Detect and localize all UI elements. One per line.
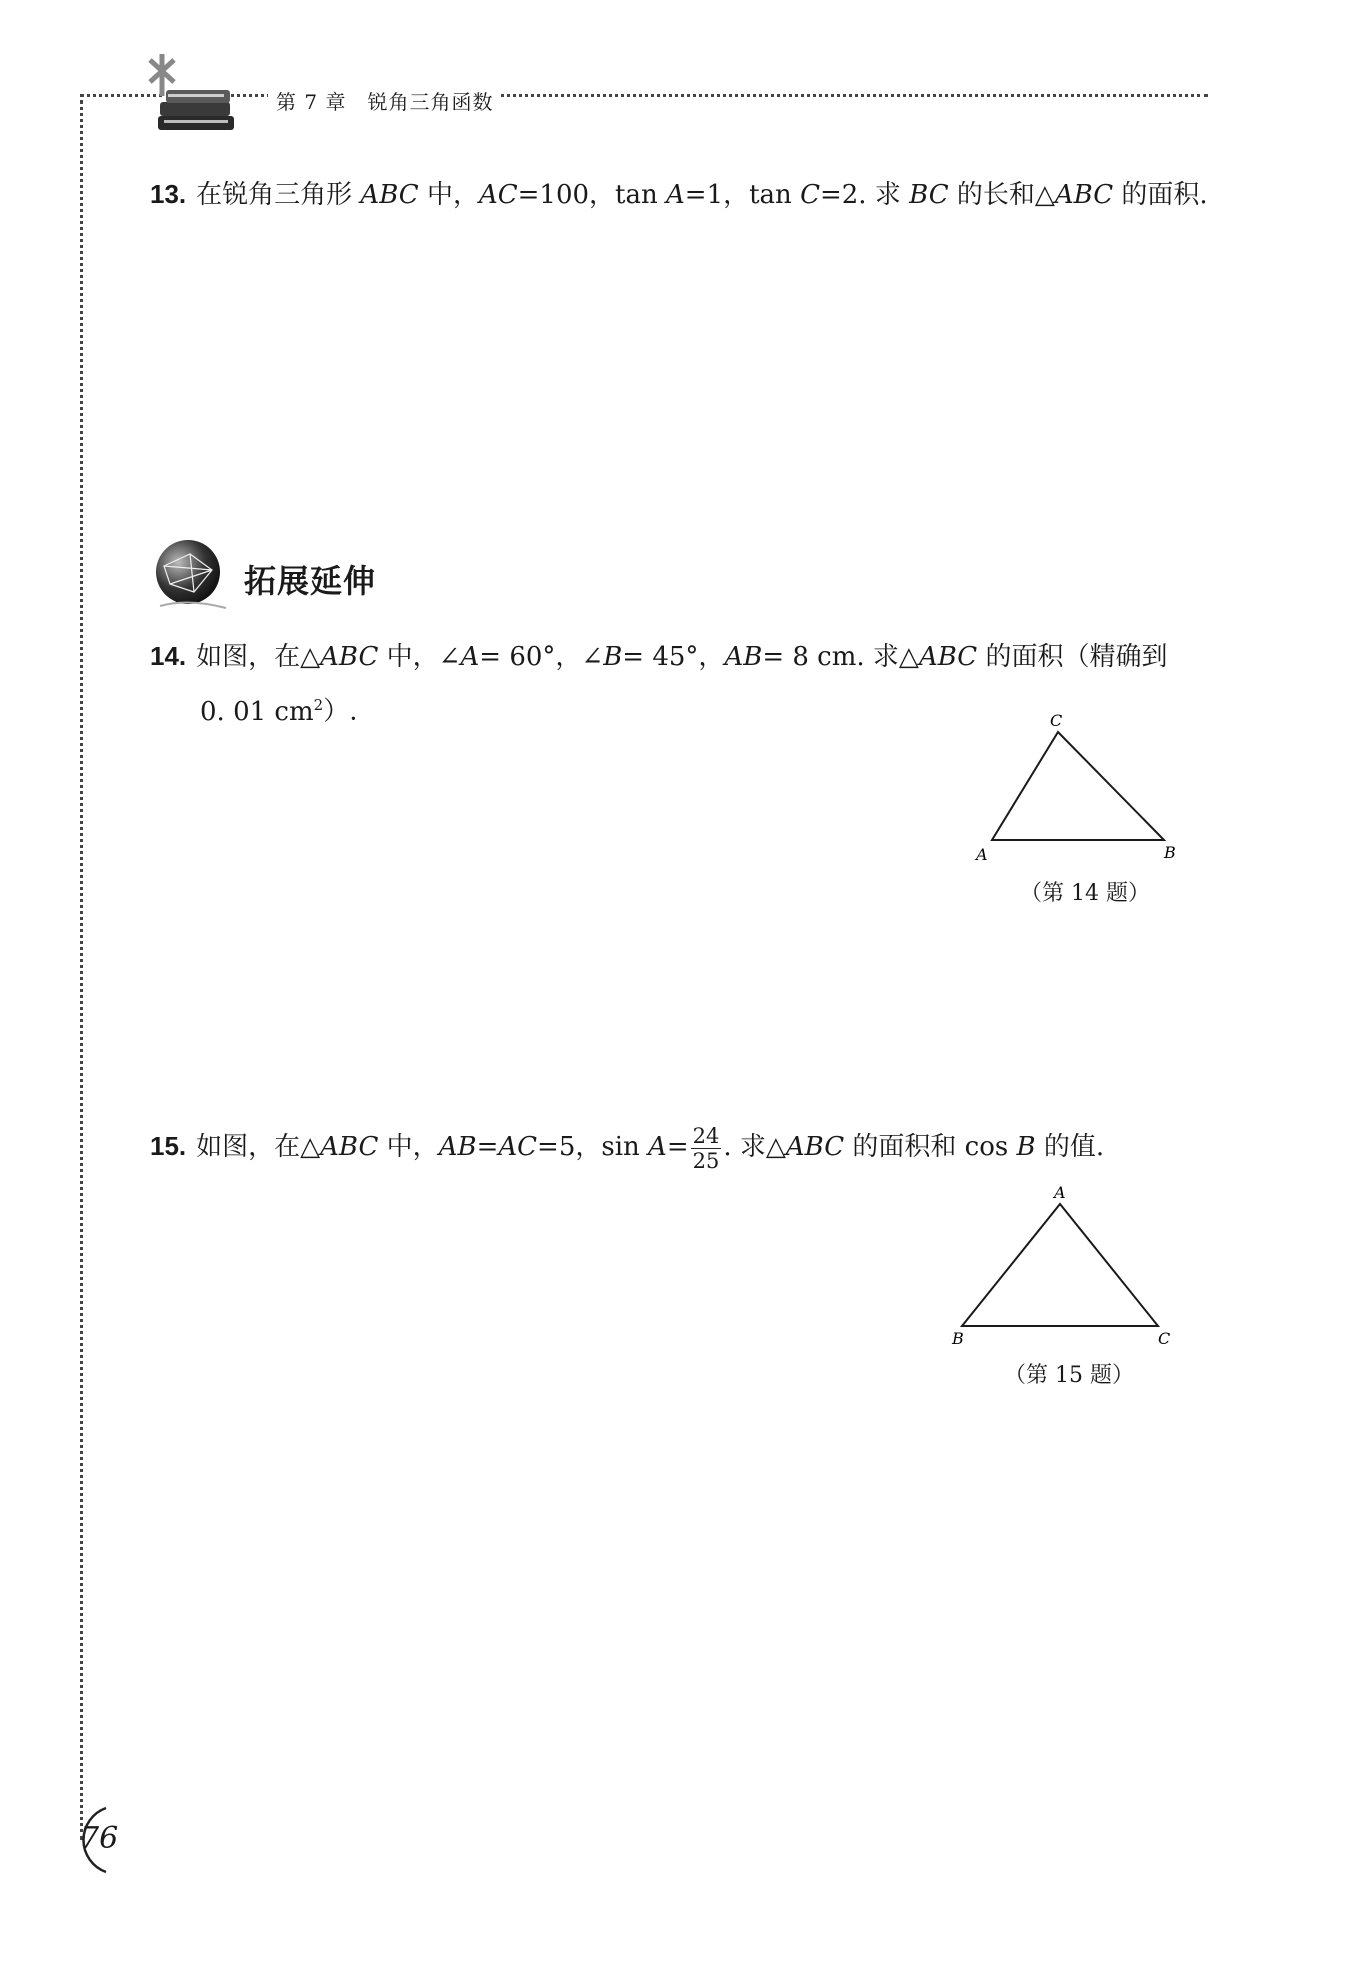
book-stack-icon	[158, 90, 234, 130]
triangle-figure-15	[950, 1180, 1190, 1350]
math-var: B	[1016, 1132, 1036, 1162]
math-var: ABC	[918, 642, 978, 672]
problem-number: 15.	[150, 1131, 187, 1161]
problem-text: . 求△	[723, 1132, 786, 1162]
triangle-shape	[992, 732, 1164, 840]
problem-text: 中，	[418, 180, 479, 210]
problem-text: 0. 01 cm	[200, 696, 314, 727]
books-logo-icon	[140, 52, 250, 142]
vertex-label-b: B	[1164, 843, 1176, 862]
superscript: 2	[313, 696, 324, 714]
problem-number: 14.	[150, 641, 187, 671]
problem-text: 如图，在△	[196, 1132, 321, 1162]
problem-text: =	[476, 1132, 499, 1162]
problem-text: =1，tan	[684, 180, 801, 210]
math-var: C	[800, 180, 820, 210]
math-var: AB	[724, 642, 763, 672]
triangle-shape	[962, 1204, 1158, 1326]
problem-text: 的面积（精确到	[977, 642, 1168, 672]
math-var: ABC	[320, 1132, 379, 1162]
math-var: A	[666, 180, 685, 210]
globe-icon	[150, 536, 230, 616]
fraction-numerator: 24	[692, 1123, 720, 1148]
math-var: AB	[438, 1132, 477, 1162]
math-var: A	[460, 642, 480, 672]
margin-dotted-rule	[80, 100, 83, 1840]
problem-text: 中，∠	[378, 642, 461, 672]
vertex-label-a: A	[1054, 1183, 1066, 1202]
problem-text: 的面积.	[1113, 180, 1208, 210]
cross-mark-icon	[150, 54, 174, 96]
chapter-title: 第 7 章 锐角三角函数	[268, 86, 501, 115]
problem-text: =2. 求	[819, 180, 910, 210]
problem-text: =5，sin	[537, 1132, 649, 1162]
section-title: 拓展延伸	[244, 562, 377, 600]
triangle-figure-14	[970, 712, 1190, 872]
page-number: 76	[80, 1821, 119, 1856]
problem-text: =100，tan	[517, 180, 666, 210]
problem-number: 13.	[150, 179, 187, 209]
math-var: ABC	[320, 642, 379, 672]
math-var: BC	[909, 180, 949, 210]
math-var: ABC	[360, 180, 419, 210]
problem-15	[150, 1122, 1210, 1173]
problem-text: = 45°，	[622, 642, 725, 672]
figure-caption-15: （第 15 题）	[1004, 1363, 1134, 1388]
vertex-label-a: A	[976, 845, 988, 864]
math-var: ABC	[1054, 180, 1114, 210]
math-var: AC	[498, 1132, 538, 1162]
figure-caption-14: （第 14 题）	[1020, 881, 1150, 906]
problem-13	[150, 170, 1210, 219]
fraction	[691, 1124, 722, 1173]
problem-text: 的长和△	[948, 180, 1055, 210]
problem-text: = 8 cm. 求△	[762, 642, 919, 672]
math-var: B	[603, 642, 623, 672]
math-var: ABC	[785, 1132, 845, 1162]
problem-text: 中，	[378, 1132, 439, 1162]
problem-text: ）.	[323, 696, 358, 727]
vertex-label-c: C	[1158, 1329, 1171, 1348]
problem-text: = 60°，∠	[479, 642, 604, 672]
problem-text: 的面积和 cos	[844, 1132, 1017, 1162]
math-var: AC	[478, 180, 518, 210]
problem-text: 的值.	[1035, 1132, 1105, 1162]
vertex-label-b: B	[952, 1329, 964, 1348]
problem-text: 如图，在△	[196, 642, 321, 672]
math-var: A	[648, 1132, 667, 1162]
problem-text: 在锐角三角形	[196, 180, 361, 210]
vertex-label-c: C	[1050, 712, 1063, 730]
fraction-denominator: 25	[692, 1148, 720, 1173]
problem-text: =	[666, 1132, 689, 1162]
